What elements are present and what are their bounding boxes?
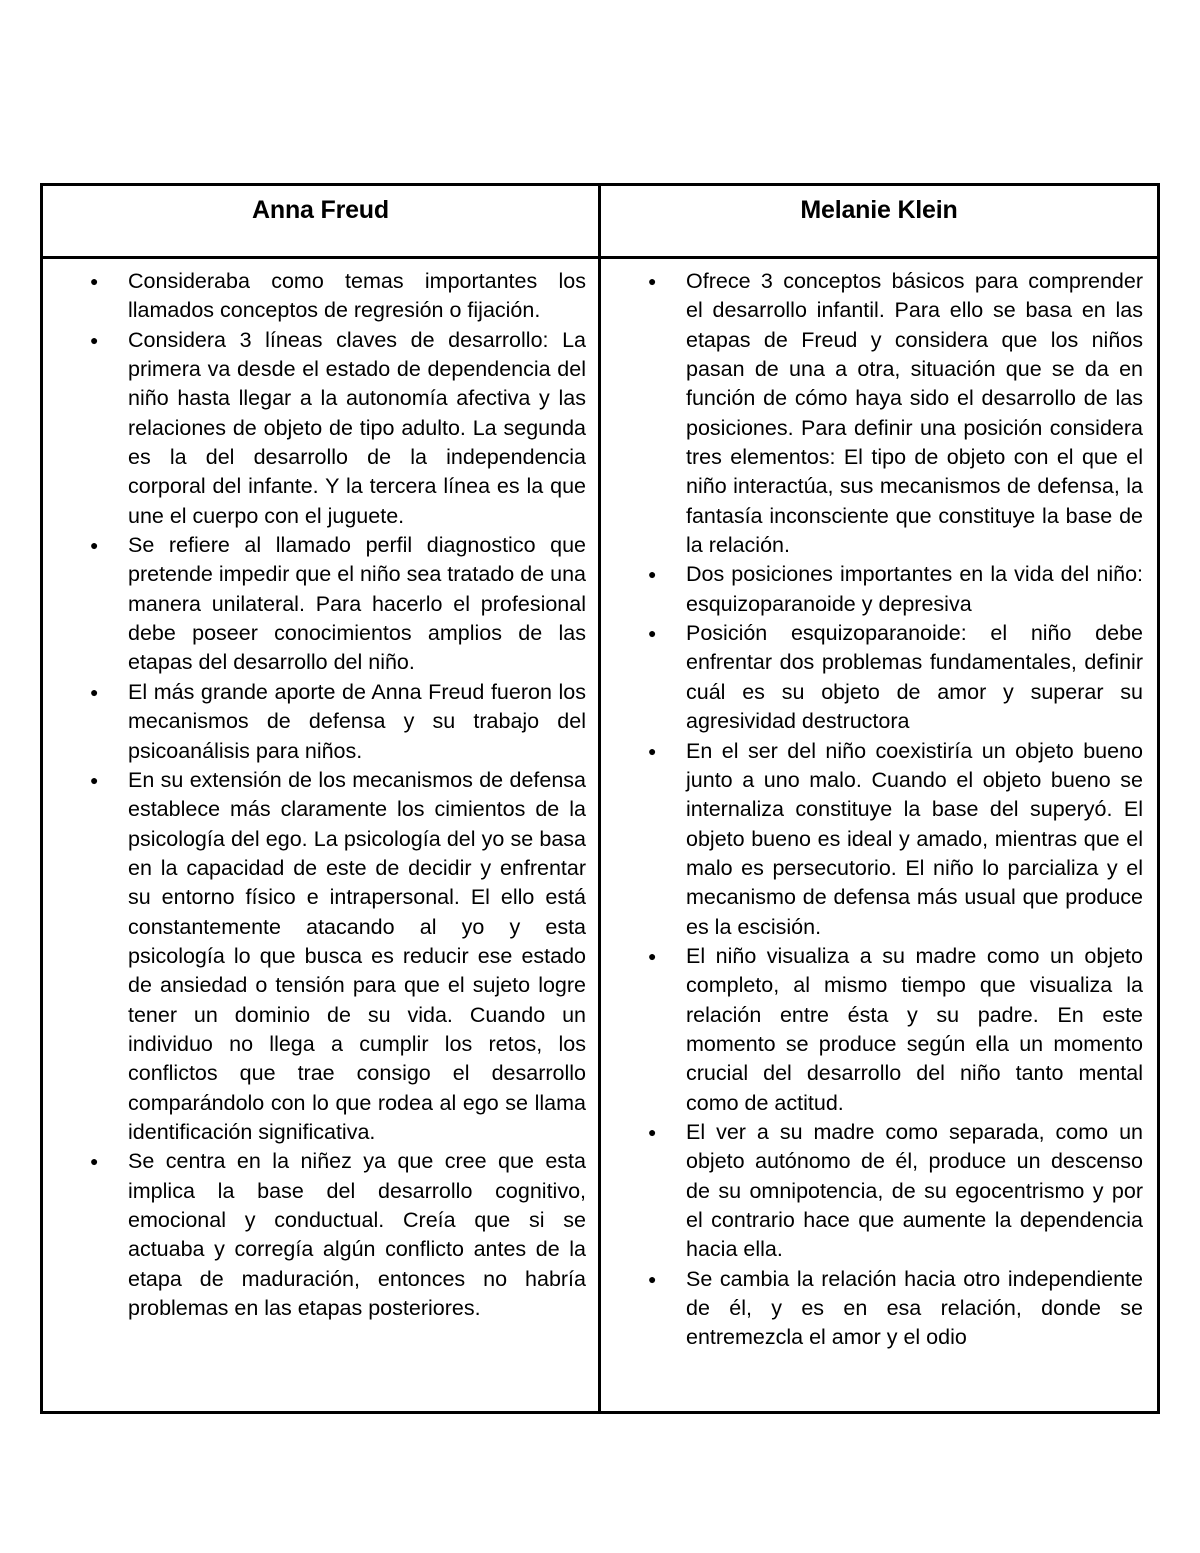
- list-item-text: Se refiere al llamado perfil diagnostico que pretende impedir que el niño sea tratado de una manera unilateral. Para hacerlo el profesional debe poseer conocimientos amplios de las etapas del desarrollo del niño.: [128, 533, 586, 675]
- bullet-icon: ●: [90, 771, 99, 788]
- bullet-icon: ●: [90, 537, 99, 554]
- list-item: [90, 531, 586, 678]
- bullet-icon: ●: [90, 273, 99, 289]
- bullet-icon: ●: [90, 1153, 99, 1170]
- list-item: [648, 619, 1143, 736]
- header-anna-freud: Anna Freud: [43, 186, 601, 259]
- bullet-icon: ●: [648, 742, 657, 759]
- list-item-text: Se centra en la niñez ya que cree que esta implica la base del desarrollo cognitivo, emocional y conductual. Creía que si se actuaba y corregía algún conflicto antes de la etapa de maduración, entonces no habría problemas en las etapas posteriores.: [128, 1149, 586, 1321]
- melanie-klein-column: [601, 259, 1157, 1411]
- list-item-text: Consideraba como temas importantes los llamados conceptos de regresión o fijación.: [128, 269, 586, 323]
- bullet-icon: ●: [90, 683, 99, 700]
- list-item: [90, 766, 586, 1147]
- list-item-text: El ver a su madre como separada, como un objeto autónomo de él, produce un descenso de su omnipotencia, de su egocentrismo y por el contrario hace que aumente la dependencia hacia ella.: [686, 1119, 1143, 1262]
- list-item-text: En el ser del niño coexistiría un objeto bueno junto a uno malo. Cuando el objeto bueno se internaliza constituye la base del superyó. El objeto bueno es ideal y amado, mientras que el malo es persecutorio. El niño lo parcializa y el mecanismo de defensa más usual que produce es la escisión.: [686, 738, 1143, 939]
- list-item-text: En su extensión de los mecanismos de defensa establece más claramente los cimientos de la psicología del ego. La psicología del yo se basa en la capacidad de este de decidir y enfrentar su entorno físico e intrapersonal. El ello está constantemente atacando al yo y esta psicología lo que busca es reducir ese estado de ansiedad o tensión para que el sujeto logre tener un dominio de su vida. Cuando un individuo no llega a cumplir los retos, los conflictos que trae consigo el desarrollo comparándolo con lo que rodea al ego se llama identificación significativa.: [128, 767, 586, 1144]
- bullet-icon: ●: [648, 566, 657, 583]
- anna-freud-list: [43, 267, 598, 1323]
- bullet-icon: ●: [648, 625, 657, 642]
- list-item: [90, 1147, 586, 1323]
- list-item: [648, 1265, 1143, 1353]
- list-item-text: Posición esquizoparanoide: el niño debe enfrentar dos problemas fundamentales, definir cuál es su objeto de amor y superar su agresividad destructora: [686, 621, 1143, 734]
- bullet-icon: ●: [90, 331, 99, 348]
- bullet-icon: ●: [648, 947, 657, 964]
- list-item: [90, 678, 586, 766]
- comparison-table: [40, 183, 1160, 1414]
- bullet-icon: ●: [648, 1270, 657, 1287]
- list-item-text: Considera 3 líneas claves de desarrollo: La primera va desde el estado de dependencia del niño hasta llegar a la autonomía afectiva y las relaciones de objeto de tipo adulto. La segunda es la del desarrollo de la independencia corporal del infante. Y la tercera línea es la que une el cuerpo con el juguete.: [128, 327, 586, 528]
- list-item-text: Se cambia la relación hacia otro independiente de él, y es en esa relación, donde se entremezcla el amor y el odio: [686, 1266, 1143, 1350]
- list-item: [90, 267, 586, 326]
- list-item-text: Ofrece 3 conceptos básicos para comprender el desarrollo infantil. Para ello se basa en las etapas de Freud y considera que los niños pasan de una a otra, situación que se da en función de cómo haya sido el desarrollo de las posiciones. Para definir una posición considera tres elementos: El tipo de objeto con el que el niño interactúa, sus mecanismos de defensa, la fantasía inconsciente que constituye la base de la relación.: [686, 269, 1143, 558]
- bullet-icon: ●: [648, 1123, 657, 1140]
- list-item-text: Dos posiciones importantes en la vida del niño: esquizoparanoide y depresiva: [686, 562, 1143, 616]
- list-item: [648, 737, 1143, 942]
- list-item: [648, 560, 1143, 619]
- melanie-klein-list: [601, 267, 1157, 1353]
- list-item: [90, 326, 586, 531]
- list-item: [648, 267, 1143, 560]
- list-item: [648, 1118, 1143, 1265]
- list-item: [648, 942, 1143, 1118]
- anna-freud-column: [43, 259, 601, 1411]
- bullet-icon: ●: [648, 273, 657, 289]
- header-melanie-klein: Melanie Klein: [601, 186, 1157, 259]
- list-item-text: El más grande aporte de Anna Freud fueron los mecanismos de defensa y su trabajo del psicoanálisis para niños.: [128, 679, 586, 763]
- list-item-text: El niño visualiza a su madre como un objeto completo, al mismo tiempo que visualiza la relación entre ésta y su padre. En este momento se produce según ella un momento crucial del desarrollo del niño tanto mental como de actitud.: [686, 943, 1143, 1115]
